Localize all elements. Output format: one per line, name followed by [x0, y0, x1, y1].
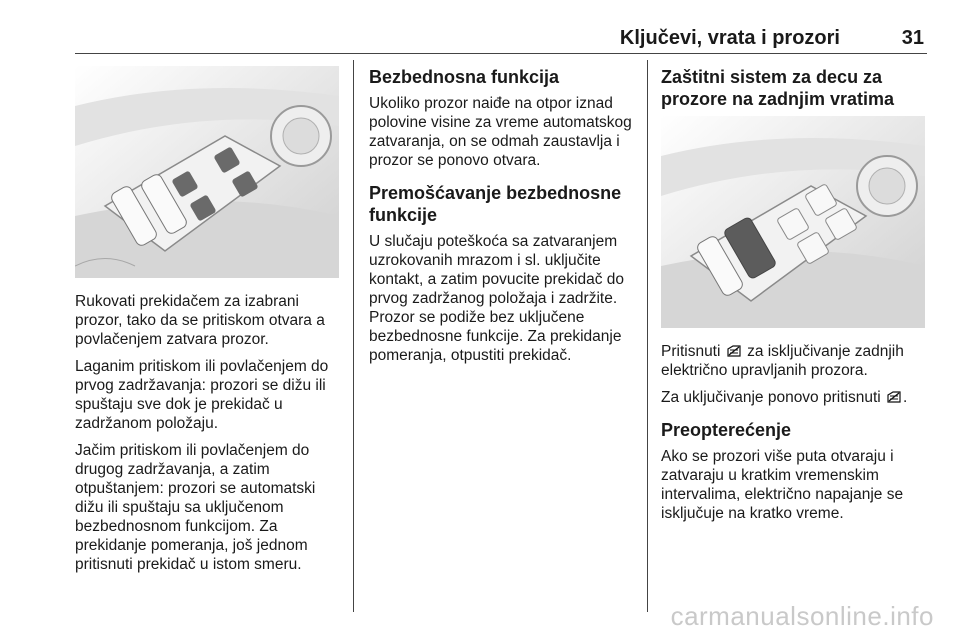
right-paragraph-2 — [661, 388, 929, 407]
right-paragraph-3: Ako se prozori više puta otvaraju i zatvaraju u kratkim vremenskim intervalima, električno napajanje se isključuje na kratko vreme. — [661, 448, 904, 522]
right-paragraph-1 — [661, 342, 929, 380]
page-number: 31 — [901, 27, 924, 49]
right-paragraph-2-before: Za uključivanje ponovo pritisnuti — [661, 389, 881, 406]
page-header — [0, 0, 960, 56]
right-paragraph-1-after: za isključivanje zadnjih električno upravljanih prozora. — [661, 343, 904, 379]
column-left — [75, 66, 343, 582]
section-title: Ključevi, vrata i prozori — [619, 27, 840, 49]
middle-paragraph-2: U slučaju poteškoća sa zatvaranjem uzrokovanih mrazom i sl. uključite kontakt, a zatim povucite prekidač do prvog zadržanog položaja i zadržite. Prozor se podiže bez uključene bezbednosne funkcije. Za prekidanje pomeranja, otpustiti prekidač. — [369, 233, 625, 364]
window-child-lock-icon — [887, 389, 901, 401]
left-paragraph-1: Rukovati prekidačem za izabrani prozor, tako da se pritiskom otvara a povlačenjem zatvara prozor. — [75, 293, 325, 348]
header-divider — [75, 53, 927, 54]
child-lock-switch-photo — [661, 116, 925, 328]
window-switch-photo — [75, 66, 339, 278]
left-paragraph-3: Jačim pritiskom ili povlačenjem do drugog zadržavanja, a zatim otpuštanjem: prozori se automatski dižu ili spuštaju sa uključenom bezbednosnom funkcijom. Za prekidanje pomeranja, još jednom pritisnuti prekidač u istom smeru. — [75, 442, 316, 573]
column-right — [661, 66, 929, 531]
heading-safety-override: Premošćavanje bezbednosne funkcije — [369, 183, 622, 225]
column-divider-2 — [647, 60, 648, 612]
right-paragraph-1-before: Pritisnuti — [661, 343, 721, 360]
heading-safety-function: Bezbednosna funkcija — [369, 67, 560, 87]
left-paragraph-2: Laganim pritiskom ili povlačenjem do prvog zadržavanja: prozori se dižu ili spuštaju sve dok je prekidač u zadržanom položaju. — [75, 358, 329, 432]
heading-child-lock: Zaštitni sistem za decu za prozore na zadnjim vratima — [661, 67, 895, 109]
middle-paragraph-1: Ukoliko prozor naiđe na otpor iznad polovine visine za vreme automatskog zatvaranja, on se odmah zaustavlja i prozor se ponovo otvara. — [369, 95, 632, 169]
column-divider-1 — [353, 60, 354, 612]
window-child-lock-icon — [727, 343, 741, 355]
heading-overload: Preopterećenje — [661, 420, 792, 440]
right-paragraph-2-after: . — [903, 389, 908, 406]
column-middle — [369, 66, 637, 373]
watermark: carmanualsonline.info — [670, 601, 934, 631]
